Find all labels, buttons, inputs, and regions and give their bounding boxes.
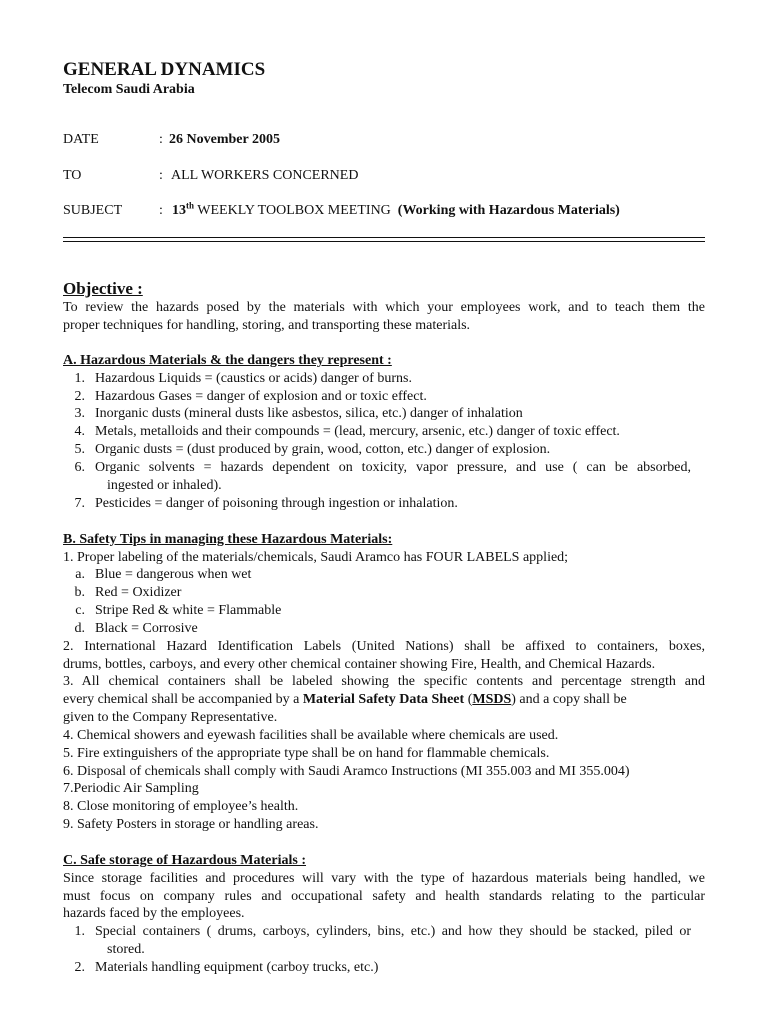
paragraph: 3. All chemical containers shall be labeled showing the specific contents and percentage strength and xyxy=(63,674,705,689)
paragraph: 9. Safety Posters in storage or handling areas. xyxy=(63,817,319,832)
subject-separator: : xyxy=(159,203,163,218)
list-item: a. Blue = dangerous when wet xyxy=(75,567,252,582)
paragraph: given to the Company Representative. xyxy=(63,710,278,725)
header-rule-top xyxy=(63,237,705,238)
list-item-continuation: ingested or inhaled). xyxy=(107,478,222,493)
list-item-continuation: stored. xyxy=(107,942,145,957)
paragraph: Since storage facilities and procedures will vary with the type of hazardous materials being handled, we xyxy=(63,871,705,886)
msds-abbrev: MSDS xyxy=(472,692,512,707)
section-b-heading: B. Safety Tips in managing these Hazardous Materials: xyxy=(63,532,393,547)
paragraph: 5. Fire extinguishers of the appropriate type shall be on hand for flammable chemicals. xyxy=(63,746,550,761)
list-item: 1. Special containers ( drums, carboys, cylinders, bins, etc.) and how they should be stacked, piled or xyxy=(74,924,691,939)
section-a-heading: A. Hazardous Materials & the dangers they represent : xyxy=(63,353,392,368)
subject-main: WEEKLY TOOLBOX MEETING xyxy=(194,203,391,218)
paragraph: every chemical shall be accompanied by a Material Safety Data Sheet (MSDS) and a copy shall be xyxy=(63,692,627,707)
paragraph: drums, bottles, carboys, and every other chemical container showing Fire, Health, and Chemical Hazards. xyxy=(63,657,656,672)
paragraph: hazards faced by the employees. xyxy=(63,906,245,921)
paragraph: 6. Disposal of chemicals shall comply with Saudi Aramco Instructions (MI 355.003 and MI 355.004) xyxy=(63,764,630,779)
paragraph: 1. Proper labeling of the materials/chemicals, Saudi Aramco has FOUR LABELS applied; xyxy=(63,550,569,565)
paragraph: 7.Periodic Air Sampling xyxy=(63,781,199,796)
list-item: 1. Hazardous Liquids = (caustics or acids) danger of burns. xyxy=(74,371,412,386)
list-item: 6. Organic solvents = hazards dependent on toxicity, vapor pressure, and use ( can be absorbed, xyxy=(74,460,691,475)
paragraph: 8. Close monitoring of employee’s health. xyxy=(63,799,299,814)
to-separator: : xyxy=(159,168,163,183)
header-rule-bottom xyxy=(63,241,705,242)
list-item: 5. Organic dusts = (dust produced by grain, wood, cotton, etc.) danger of explosion. xyxy=(74,442,551,457)
list-item: 7. Pesticides = danger of poisoning through ingestion or inhalation. xyxy=(74,496,458,511)
list-item: 2. Materials handling equipment (carboy trucks, etc.) xyxy=(74,960,379,975)
objective-line-1: To review the hazards posed by the materials with which your employees work, and to teach them the xyxy=(63,300,705,315)
list-item: d. Black = Corrosive xyxy=(74,621,198,636)
list-item: 3. Inorganic dusts (mineral dusts like asbestos, silica, etc.) danger of inhalation xyxy=(74,406,523,421)
list-item: 4. Metals, metalloids and their compounds = (lead, mercury, arsenic, etc.) danger of toxic effect. xyxy=(74,424,620,439)
list-item: b. Red = Oxidizer xyxy=(74,585,182,600)
objective-heading: Objective : xyxy=(63,279,143,298)
company-name: GENERAL DYNAMICS xyxy=(63,59,266,80)
date-separator: : xyxy=(159,132,163,147)
subject-value xyxy=(172,202,620,219)
to-label: TO xyxy=(63,168,82,183)
section-c-heading: C. Safe storage of Hazardous Materials : xyxy=(63,853,307,868)
to-value: ALL WORKERS CONCERNED xyxy=(171,168,359,183)
msds-full-name: Material Safety Data Sheet xyxy=(302,692,465,707)
date-value: 26 November 2005 xyxy=(169,132,280,147)
list-item: 2. Hazardous Gases = danger of explosion and or toxic effect. xyxy=(74,389,427,404)
subject-ordinal: th xyxy=(186,200,195,211)
date-label: DATE xyxy=(63,132,99,147)
subject-label: SUBJECT xyxy=(63,203,123,218)
subject-number: 13 xyxy=(172,203,186,218)
division-name: Telecom Saudi Arabia xyxy=(63,82,195,97)
paragraph: must focus on company rules and occupational safety and health standards relating to the particular xyxy=(63,889,705,904)
paragraph: 2. International Hazard Identification Labels (United Nations) shall be affixed to containers, boxes, xyxy=(63,639,705,654)
objective-line-2: proper techniques for handling, storing, and transporting these materials. xyxy=(63,318,471,333)
list-item: c. Stripe Red & white = Flammable xyxy=(75,603,282,618)
subject-topic: (Working with Hazardous Materials) xyxy=(397,203,620,218)
paragraph: 4. Chemical showers and eyewash facilities shall be available where chemicals are used. xyxy=(63,728,559,743)
